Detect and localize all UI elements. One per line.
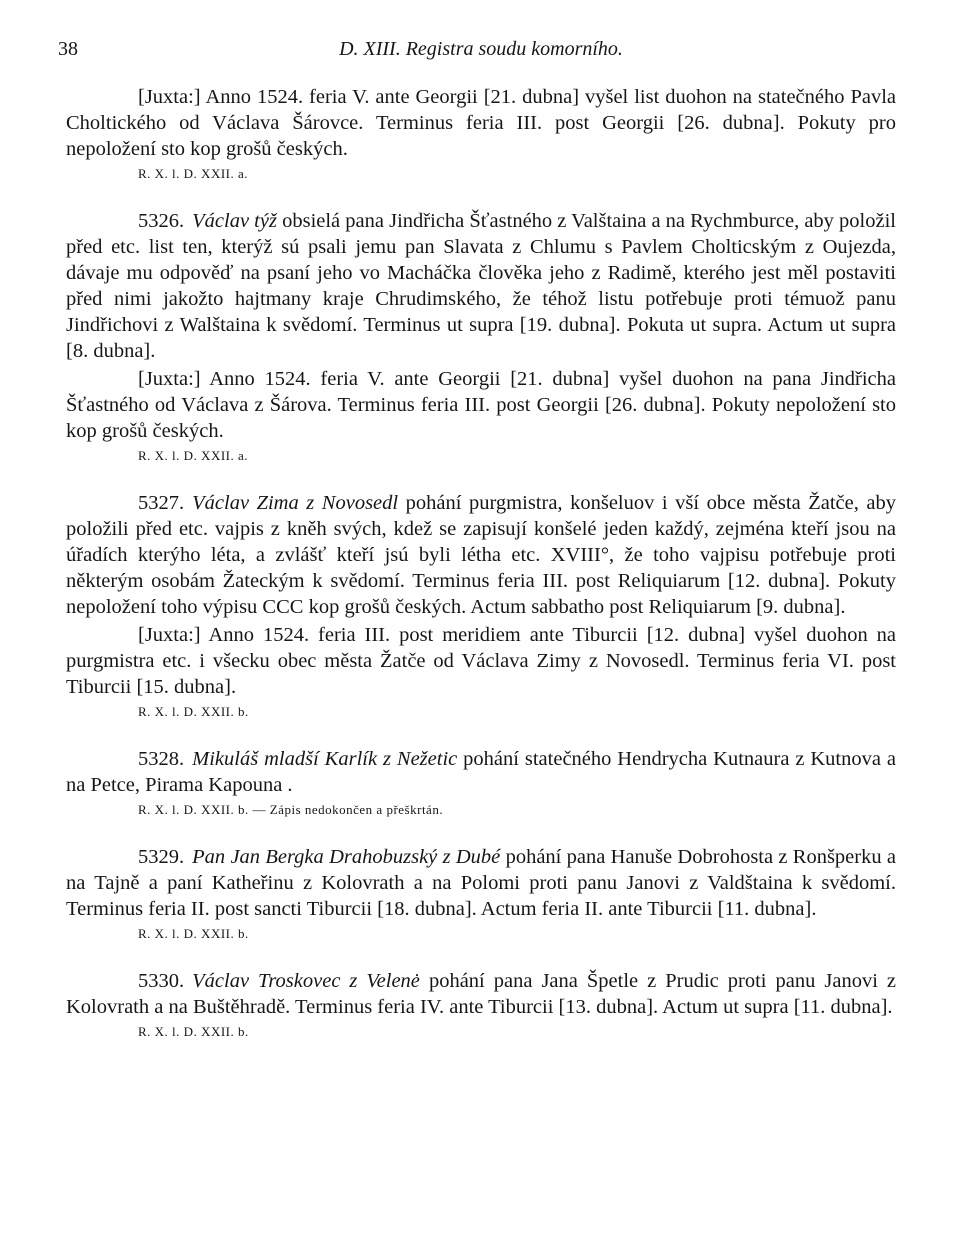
entry-5327: [66, 490, 896, 722]
archive-reference: R. X. l. D. XXII. b. — Zápis nedokončen a přeškrtán.: [138, 802, 444, 817]
entry-paragraph: [66, 208, 896, 364]
entry-text: obsielá pana Jindřicha Šťastného z Valštaina a na Rychmburce, aby položil před etc. list ten, kterýž sú psali jemu pan Slavata z Chlumu s Pavlem Cholticským z Oujezda, dávaje mu odpověď na psaní jeho vo Macháčka člověka jeho z Radimě, kterého jest měl postaviti před nimi jakožto hajtmany kraje Chrudimského, že téhož listu potřebuje proti témuož panu Jindřichovi z Walštaina k svědomí. Terminus ut supra [19. dubna]. Pokuta ut supra. Actum ut supra [8. dubna].: [66, 210, 896, 362]
archive-reference: R. X. l. D. XXII. b.: [138, 1024, 249, 1039]
entry-number: 5330.: [138, 970, 185, 992]
entry-party-name: Václav Zima z Novosedl: [192, 492, 399, 514]
juxta-paragraph: [Juxta:] Anno 1524. feria V. ante Georgii [21. dubna] vyšel duohon na pana Jindřicha Šťastného od Václava z Šárova. Terminus feria III. post Georgii [26. dubna]. Pokuty nepoložení sto kop grošů českých.: [66, 368, 896, 442]
intro-entry: [66, 84, 896, 184]
entry-text: pohání statečného Hendrycha Kutnaura z Kutnova a na Petce, Pirama Kapouna .: [66, 748, 896, 796]
entry-paragraph: [66, 844, 896, 922]
archive-reference: R. X. l. D. XXII. b.: [138, 704, 249, 719]
document-page: [58, 38, 897, 1042]
juxta-paragraph: [Juxta:] Anno 1524. feria V. ante Georgii [21. dubna] vyšel list duohon na statečného Pavla Choltického od Václava Šárovce. Terminus feria III. post Georgii [26. dubna]. Pokuty pro nepoložení sto kop grošů českých.: [66, 86, 896, 160]
entry-5328: [66, 746, 896, 820]
entry-number: 5329.: [138, 846, 185, 868]
entry-paragraph: [66, 746, 896, 798]
running-title: D. XIII. Registra soudu komorního.: [339, 38, 623, 60]
page-number: 38: [58, 38, 78, 60]
page-header: [58, 38, 896, 78]
entry-5330: [66, 968, 896, 1042]
entry-number: 5328.: [138, 748, 185, 770]
archive-reference: R. X. l. D. XXII. a.: [138, 448, 249, 463]
archive-reference: R. X. l. D. XXII. b.: [138, 926, 249, 941]
entry-party-name: Václav Troskovec z Velenė: [192, 970, 420, 992]
entry-number: 5326.: [138, 210, 185, 232]
entry-party-name: Mikuláš mladší Karlík z Nežetic: [192, 748, 458, 770]
entry-party-name: Václav týž: [192, 210, 277, 232]
entry-5326: [66, 208, 896, 466]
archive-reference: R. X. l. D. XXII. a.: [138, 166, 249, 181]
entry-paragraph: [66, 968, 896, 1020]
entry-party-name: Pan Jan Bergka Drahobuzský z Dubé: [192, 846, 501, 868]
entry-5329: [66, 844, 896, 944]
entry-text: pohání pana Hanuše Dobrohosta z Ronšperku a na Tajně a paní Katheřinu z Kolovrath a na Polomi proti panu Janovi z Valdštaina k svědomí. Terminus feria II. post sancti Tiburcii [18. dubna]. Actum feria II. ante Tiburcii [11. dubna].: [66, 846, 897, 920]
entry-number: 5327.: [138, 492, 185, 514]
entry-paragraph: [66, 490, 896, 620]
entry-text: pohání purgmistra, konšeluov i vší obce města Žatče, aby položili před etc. vajpis z kněh svých, kdež se zapisují konšelé jeden každý, zejména kteří jsou na úřadích kterýho léta, a zvlášť kteří jsú byli létha etc. XVIII°, že toho vajpisu potřebuje proti některým osobám Žateckým k svědomí. Terminus feria III. post Reliquiarum [12. dubna]. Pokuty nepoložení toho výpisu CCC kop grošů českých. Actum sabbatho post Reliquiarum [9. dubna].: [66, 492, 896, 618]
juxta-paragraph: [Juxta:] Anno 1524. feria III. post meridiem ante Tiburcii [12. dubna] vyšel duohon na purgmistra etc. i všecku obec města Žatče od Václava Zimy z Novosedl. Terminus feria VI. post Tiburcii [15. dubna].: [66, 624, 896, 698]
entry-text: pohání pana Jana Špetle z Prudic proti panu Janovi z Kolovrath a na Buštěhradě. Terminus feria IV. ante Tiburcii [13. dubna]. Actum ut supra [11. dubna].: [66, 970, 897, 1018]
